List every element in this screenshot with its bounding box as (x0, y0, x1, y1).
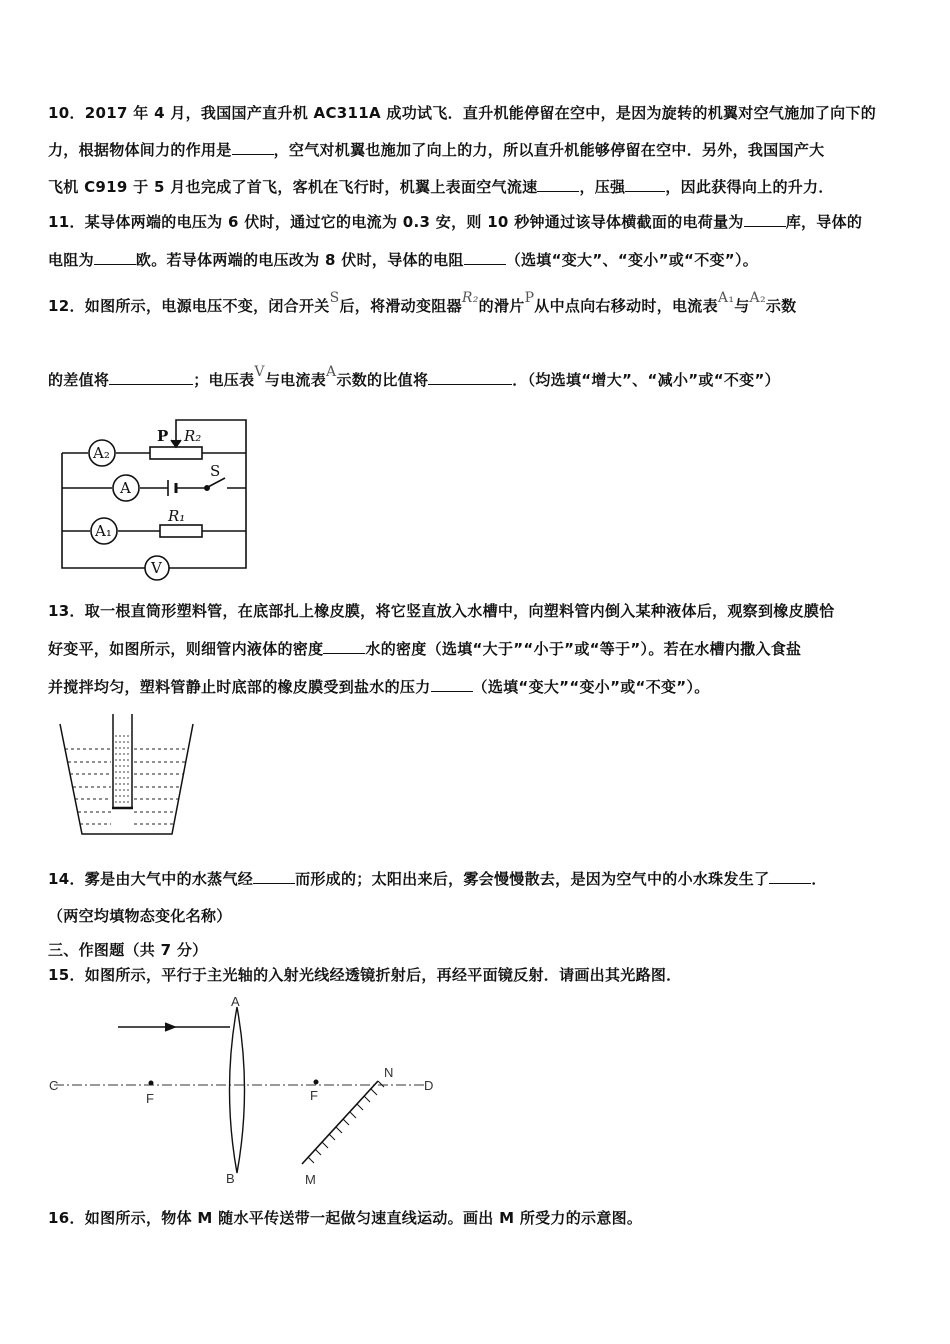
q15-line: 15．如图所示，平行于主光轴的入射光线经透镜折射后，再经平面镜反射．请画出其光路图． (48, 966, 682, 984)
q10-line1: 10．2017 年 4 月，我国国产直升机 AC311A 成功试飞．直升机能停留在空中，是因为旋转的机翼对空气施加了向下的 (48, 104, 877, 122)
ammeter-a2-label: A₂ (93, 444, 110, 462)
q13-line3: 并搅拌均匀，塑料管静止时底部的橡皮膜受到盐水的压力 （选填“变大”“变小”或“不变”）。 (48, 678, 710, 696)
answer-blank[interactable] (232, 140, 274, 155)
ammeter-a1-label: A₁ (95, 522, 112, 540)
q12-line1: 12．如图所示，电源电压不变，闭合开关S后，将滑动变阻器R₂的滑片P从中点向右移动时，电流表A₁与A₂示数 (48, 290, 797, 315)
section-heading: 三、作图题（共 7 分） (48, 941, 208, 959)
answer-blank[interactable] (253, 869, 295, 884)
slider-p-label: P (157, 427, 169, 445)
answer-blank[interactable] (431, 677, 473, 692)
answer-blank[interactable] (464, 250, 506, 265)
axis-label-c: C (49, 1078, 59, 1093)
mirror-label-n: N (384, 1065, 394, 1080)
answer-blank[interactable] (94, 250, 136, 265)
q14-line1: 14．雾是由大气中的水蒸气经 而形成的；太阳出来后，雾会慢慢散去，是因为空气中的小水珠发生了 ． (48, 870, 827, 888)
q10-line2: 力，根据物体间力的作用是 ，空气对机翼也施加了向上的力，所以直升机能够停留在空中．另外，我国国产大 (48, 141, 825, 159)
switch-s-label: S (210, 462, 221, 480)
axis-label-d: D (424, 1078, 434, 1093)
lens-label-b: B (226, 1171, 235, 1186)
answer-blank[interactable] (744, 212, 786, 227)
q14-line2: （两空均填物态变化名称） (48, 907, 232, 925)
mirror-label-m: M (305, 1172, 316, 1187)
q10-line3: 飞机 C919 于 5 月也完成了首飞，客机在飞行时，机翼上表面空气流速 ，压强 ，因此获得向上的升力． (48, 178, 834, 196)
focus-label-left: F (146, 1091, 154, 1106)
answer-blank[interactable] (625, 177, 665, 192)
optics-diagram (40, 995, 450, 1190)
q11-line2: 电阻为 欧。若导体两端的电压改为 8 伏时，导体的电阻 （选填“变大”、“变小”或“不变”）。 (48, 251, 759, 269)
resistor-r2-label: R₂ (184, 427, 202, 445)
q16-line: 16．如图所示，物体 M 随水平传送带一起做匀速直线运动。画出 M 所受力的示意图。 (48, 1209, 643, 1227)
water-tank-diagram (55, 710, 200, 838)
q12-line2: 的差值将 ；电压表V与电流表A示数的比值将 ．（均选填“增大”、“减小”或“不变”） (48, 364, 780, 389)
circuit-diagram (50, 410, 260, 585)
focus-label-right: F (310, 1088, 318, 1103)
ammeter-a-label: A (120, 479, 131, 497)
answer-blank[interactable] (769, 869, 811, 884)
q13-line2: 好变平，如图所示，则细管内液体的密度 水的密度（选填“大于”“小于”或“等于”）。若在水槽内撒入食盐 (48, 640, 802, 658)
q11-line1: 11．某导体两端的电压为 6 伏时，通过它的电流为 0.3 安，则 10 秒钟通过该导体横截面的电荷量为 库，导体的 (48, 213, 863, 231)
resistor-r1-label: R₁ (168, 507, 186, 525)
voltmeter-label: V (151, 559, 162, 577)
answer-blank[interactable] (537, 177, 579, 192)
answer-blank[interactable] (109, 370, 193, 385)
q13-line1: 13．取一根直筒形塑料管，在底部扎上橡皮膜，将它竖直放入水槽中，向塑料管内倒入某种液体后，观察到橡皮膜恰 (48, 602, 835, 620)
lens-label-a: A (231, 995, 240, 1009)
answer-blank[interactable] (323, 639, 365, 654)
answer-blank[interactable] (428, 370, 512, 385)
